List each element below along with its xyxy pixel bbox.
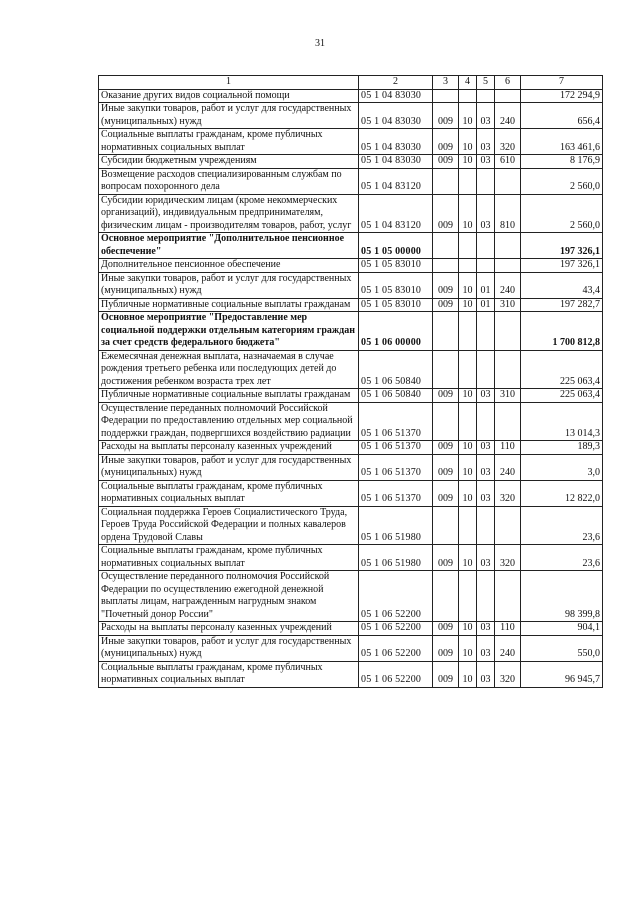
table-row	[99, 571, 603, 622]
row-name-cell: Дополнительное пенсионное обеспечение	[99, 259, 359, 273]
ministry-code-cell	[433, 168, 459, 194]
row-name-cell: Осуществление переданного полномочия Российской Федерации по осуществлению ежегодной денежной выплаты лицам, награжденным нагрудным знаком "Почетный донор России"	[99, 571, 359, 622]
amount-cell: 12 822,0	[521, 480, 603, 506]
table-row	[99, 168, 603, 194]
table-row	[99, 312, 603, 351]
ministry-code-cell: 009	[433, 635, 459, 661]
expense-type-cell: 320	[495, 661, 521, 687]
target-code-cell: 05 1 06 52200	[359, 635, 433, 661]
target-code-cell: 05 1 06 51370	[359, 480, 433, 506]
row-name-cell: Иные закупки товаров, работ и услуг для государственных (муниципальных) нужд	[99, 103, 359, 129]
subsection-cell: 01	[477, 272, 495, 298]
amount-cell: 225 063,4	[521, 350, 603, 389]
target-code-cell: 05 1 05 83010	[359, 272, 433, 298]
table-row	[99, 402, 603, 441]
table-row	[99, 103, 603, 129]
amount-cell: 23,6	[521, 545, 603, 571]
row-name-cell: Расходы на выплаты персоналу казенных учреждений	[99, 622, 359, 636]
amount-cell: 904,1	[521, 622, 603, 636]
ministry-code-cell: 009	[433, 155, 459, 169]
row-name-cell: Публичные нормативные социальные выплаты гражданам	[99, 389, 359, 403]
ministry-code-cell	[433, 233, 459, 259]
expense-type-cell	[495, 506, 521, 545]
table-row	[99, 350, 603, 389]
column-header: 7	[521, 76, 603, 90]
section-cell	[459, 571, 477, 622]
ministry-code-cell	[433, 402, 459, 441]
table-row	[99, 155, 603, 169]
table-row	[99, 89, 603, 103]
subsection-cell	[477, 506, 495, 545]
subsection-cell: 03	[477, 194, 495, 233]
expense-type-cell	[495, 168, 521, 194]
table-row	[99, 661, 603, 687]
table-row	[99, 233, 603, 259]
amount-cell: 96 945,7	[521, 661, 603, 687]
subsection-cell: 03	[477, 129, 495, 155]
row-name-cell: Иные закупки товаров, работ и услуг для государственных (муниципальных) нужд	[99, 454, 359, 480]
ministry-code-cell: 009	[433, 545, 459, 571]
table-row	[99, 635, 603, 661]
subsection-cell: 03	[477, 635, 495, 661]
amount-cell: 225 063,4	[521, 389, 603, 403]
row-name-cell: Возмещение расходов специализированным службам по вопросам похоронного дела	[99, 168, 359, 194]
table-row	[99, 480, 603, 506]
section-cell: 10	[459, 441, 477, 455]
row-name-cell: Оказание других видов социальной помощи	[99, 89, 359, 103]
row-name-cell: Ежемесячная денежная выплата, назначаемая в случае рождения третьего ребенка или последующих детей до достижения ребенком возраста трех лет	[99, 350, 359, 389]
target-code-cell: 05 1 05 83010	[359, 298, 433, 312]
ministry-code-cell	[433, 259, 459, 273]
target-code-cell: 05 1 06 50840	[359, 350, 433, 389]
expense-type-cell	[495, 233, 521, 259]
ministry-code-cell	[433, 89, 459, 103]
table-row	[99, 622, 603, 636]
amount-cell: 8 176,9	[521, 155, 603, 169]
row-name-cell: Иные закупки товаров, работ и услуг для государственных (муниципальных) нужд	[99, 272, 359, 298]
target-code-cell: 05 1 06 51370	[359, 441, 433, 455]
section-cell	[459, 402, 477, 441]
ministry-code-cell: 009	[433, 389, 459, 403]
row-name-cell: Субсидии юридическим лицам (кроме некоммерческих организаций), индивидуальным предпринимателям, физическим лицам - производителям товаров, работ, услуг	[99, 194, 359, 233]
subsection-cell	[477, 233, 495, 259]
column-header: 1	[99, 76, 359, 90]
subsection-cell: 03	[477, 103, 495, 129]
subsection-cell: 03	[477, 661, 495, 687]
section-cell	[459, 350, 477, 389]
target-code-cell: 05 1 05 83010	[359, 259, 433, 273]
amount-cell: 172 294,9	[521, 89, 603, 103]
ministry-code-cell: 009	[433, 441, 459, 455]
expense-type-cell: 810	[495, 194, 521, 233]
amount-cell: 550,0	[521, 635, 603, 661]
subsection-cell	[477, 168, 495, 194]
section-cell: 10	[459, 298, 477, 312]
subsection-cell: 03	[477, 545, 495, 571]
target-code-cell: 05 1 04 83120	[359, 168, 433, 194]
target-code-cell: 05 1 04 83030	[359, 155, 433, 169]
row-name-cell: Социальная поддержка Героев Социалистического Труда, Героев Труда Российской Федерации и полных кавалеров ордена Трудовой Славы	[99, 506, 359, 545]
column-header: 4	[459, 76, 477, 90]
section-cell: 10	[459, 155, 477, 169]
target-code-cell: 05 1 06 51980	[359, 545, 433, 571]
section-cell	[459, 89, 477, 103]
column-header: 3	[433, 76, 459, 90]
amount-cell: 3,0	[521, 454, 603, 480]
expense-type-cell	[495, 571, 521, 622]
section-cell: 10	[459, 103, 477, 129]
amount-cell: 197 282,7	[521, 298, 603, 312]
expense-type-cell	[495, 259, 521, 273]
expense-type-cell: 240	[495, 103, 521, 129]
section-cell	[459, 259, 477, 273]
row-name-cell: Социальные выплаты гражданам, кроме публичных нормативных социальных выплат	[99, 129, 359, 155]
amount-cell: 189,3	[521, 441, 603, 455]
ministry-code-cell: 009	[433, 103, 459, 129]
budget-table	[98, 75, 603, 688]
target-code-cell: 05 1 04 83120	[359, 194, 433, 233]
ministry-code-cell: 009	[433, 129, 459, 155]
expense-type-cell: 610	[495, 155, 521, 169]
ministry-code-cell: 009	[433, 622, 459, 636]
table-row	[99, 129, 603, 155]
column-header: 2	[359, 76, 433, 90]
ministry-code-cell: 009	[433, 298, 459, 312]
column-header: 6	[495, 76, 521, 90]
section-cell: 10	[459, 194, 477, 233]
ministry-code-cell: 009	[433, 272, 459, 298]
section-cell	[459, 506, 477, 545]
section-cell: 10	[459, 272, 477, 298]
section-cell: 10	[459, 661, 477, 687]
row-name-cell: Публичные нормативные социальные выплаты гражданам	[99, 298, 359, 312]
amount-cell: 1 700 812,8	[521, 312, 603, 351]
amount-cell: 197 326,1	[521, 259, 603, 273]
amount-cell: 656,4	[521, 103, 603, 129]
section-cell	[459, 233, 477, 259]
amount-cell: 197 326,1	[521, 233, 603, 259]
ministry-code-cell: 009	[433, 480, 459, 506]
amount-cell: 43,4	[521, 272, 603, 298]
section-cell: 10	[459, 389, 477, 403]
row-name-cell: Субсидии бюджетным учреждениям	[99, 155, 359, 169]
expense-type-cell: 320	[495, 480, 521, 506]
target-code-cell: 05 1 06 51980	[359, 506, 433, 545]
section-cell: 10	[459, 480, 477, 506]
row-name-cell: Расходы на выплаты персоналу казенных учреждений	[99, 441, 359, 455]
target-code-cell: 05 1 06 52200	[359, 571, 433, 622]
target-code-cell: 05 1 06 52200	[359, 622, 433, 636]
amount-cell: 2 560,0	[521, 194, 603, 233]
target-code-cell: 05 1 06 51370	[359, 454, 433, 480]
table-row	[99, 441, 603, 455]
table-row	[99, 298, 603, 312]
table-row	[99, 194, 603, 233]
section-cell: 10	[459, 129, 477, 155]
column-header: 5	[477, 76, 495, 90]
target-code-cell: 05 1 06 51370	[359, 402, 433, 441]
table-row	[99, 389, 603, 403]
expense-type-cell	[495, 89, 521, 103]
amount-cell: 2 560,0	[521, 168, 603, 194]
table-body	[99, 89, 603, 687]
expense-type-cell	[495, 350, 521, 389]
amount-cell: 98 399,8	[521, 571, 603, 622]
ministry-code-cell	[433, 571, 459, 622]
table-row	[99, 545, 603, 571]
subsection-cell	[477, 350, 495, 389]
ministry-code-cell: 009	[433, 194, 459, 233]
section-cell: 10	[459, 545, 477, 571]
ministry-code-cell: 009	[433, 661, 459, 687]
target-code-cell: 05 1 06 50840	[359, 389, 433, 403]
target-code-cell: 05 1 06 00000	[359, 312, 433, 351]
expense-type-cell: 110	[495, 622, 521, 636]
expense-type-cell: 310	[495, 389, 521, 403]
expense-type-cell	[495, 402, 521, 441]
subsection-cell: 01	[477, 298, 495, 312]
subsection-cell: 03	[477, 389, 495, 403]
subsection-cell	[477, 312, 495, 351]
subsection-cell: 03	[477, 454, 495, 480]
expense-type-cell: 240	[495, 635, 521, 661]
expense-type-cell: 310	[495, 298, 521, 312]
row-name-cell: Основное мероприятие "Дополнительное пенсионное обеспечение"	[99, 233, 359, 259]
amount-cell: 23,6	[521, 506, 603, 545]
target-code-cell: 05 1 05 00000	[359, 233, 433, 259]
expense-type-cell: 320	[495, 129, 521, 155]
row-name-cell: Социальные выплаты гражданам, кроме публичных нормативных социальных выплат	[99, 661, 359, 687]
page-number: 31	[315, 38, 325, 49]
row-name-cell: Осуществление переданных полномочий Российской Федерации по предоставлению отдельных мер социальной поддержки граждан, подвергшихся воздействию радиации	[99, 402, 359, 441]
section-cell	[459, 168, 477, 194]
ministry-code-cell: 009	[433, 454, 459, 480]
table-row	[99, 454, 603, 480]
expense-type-cell: 320	[495, 545, 521, 571]
ministry-code-cell	[433, 312, 459, 351]
row-name-cell: Социальные выплаты гражданам, кроме публичных нормативных социальных выплат	[99, 545, 359, 571]
row-name-cell: Социальные выплаты гражданам, кроме публичных нормативных социальных выплат	[99, 480, 359, 506]
target-code-cell: 05 1 04 83030	[359, 89, 433, 103]
expense-type-cell: 240	[495, 272, 521, 298]
section-cell: 10	[459, 635, 477, 661]
table-row	[99, 272, 603, 298]
section-cell: 10	[459, 454, 477, 480]
subsection-cell	[477, 571, 495, 622]
row-name-cell: Иные закупки товаров, работ и услуг для государственных (муниципальных) нужд	[99, 635, 359, 661]
expense-type-cell	[495, 312, 521, 351]
subsection-cell	[477, 402, 495, 441]
subsection-cell: 03	[477, 480, 495, 506]
table-row	[99, 506, 603, 545]
expense-type-cell: 110	[495, 441, 521, 455]
amount-cell: 163 461,6	[521, 129, 603, 155]
target-code-cell: 05 1 06 52200	[359, 661, 433, 687]
target-code-cell: 05 1 04 83030	[359, 129, 433, 155]
table-row	[99, 259, 603, 273]
section-cell: 10	[459, 622, 477, 636]
row-name-cell: Основное мероприятие "Предоставление мер социальной поддержки отдельным категориям граждан за счет средств федерального бюджета"	[99, 312, 359, 351]
expense-type-cell: 240	[495, 454, 521, 480]
subsection-cell	[477, 89, 495, 103]
subsection-cell: 03	[477, 441, 495, 455]
section-cell	[459, 312, 477, 351]
subsection-cell: 03	[477, 622, 495, 636]
ministry-code-cell	[433, 506, 459, 545]
ministry-code-cell	[433, 350, 459, 389]
column-number-row	[99, 76, 603, 90]
amount-cell: 13 014,3	[521, 402, 603, 441]
target-code-cell: 05 1 04 83030	[359, 103, 433, 129]
subsection-cell: 03	[477, 155, 495, 169]
subsection-cell	[477, 259, 495, 273]
